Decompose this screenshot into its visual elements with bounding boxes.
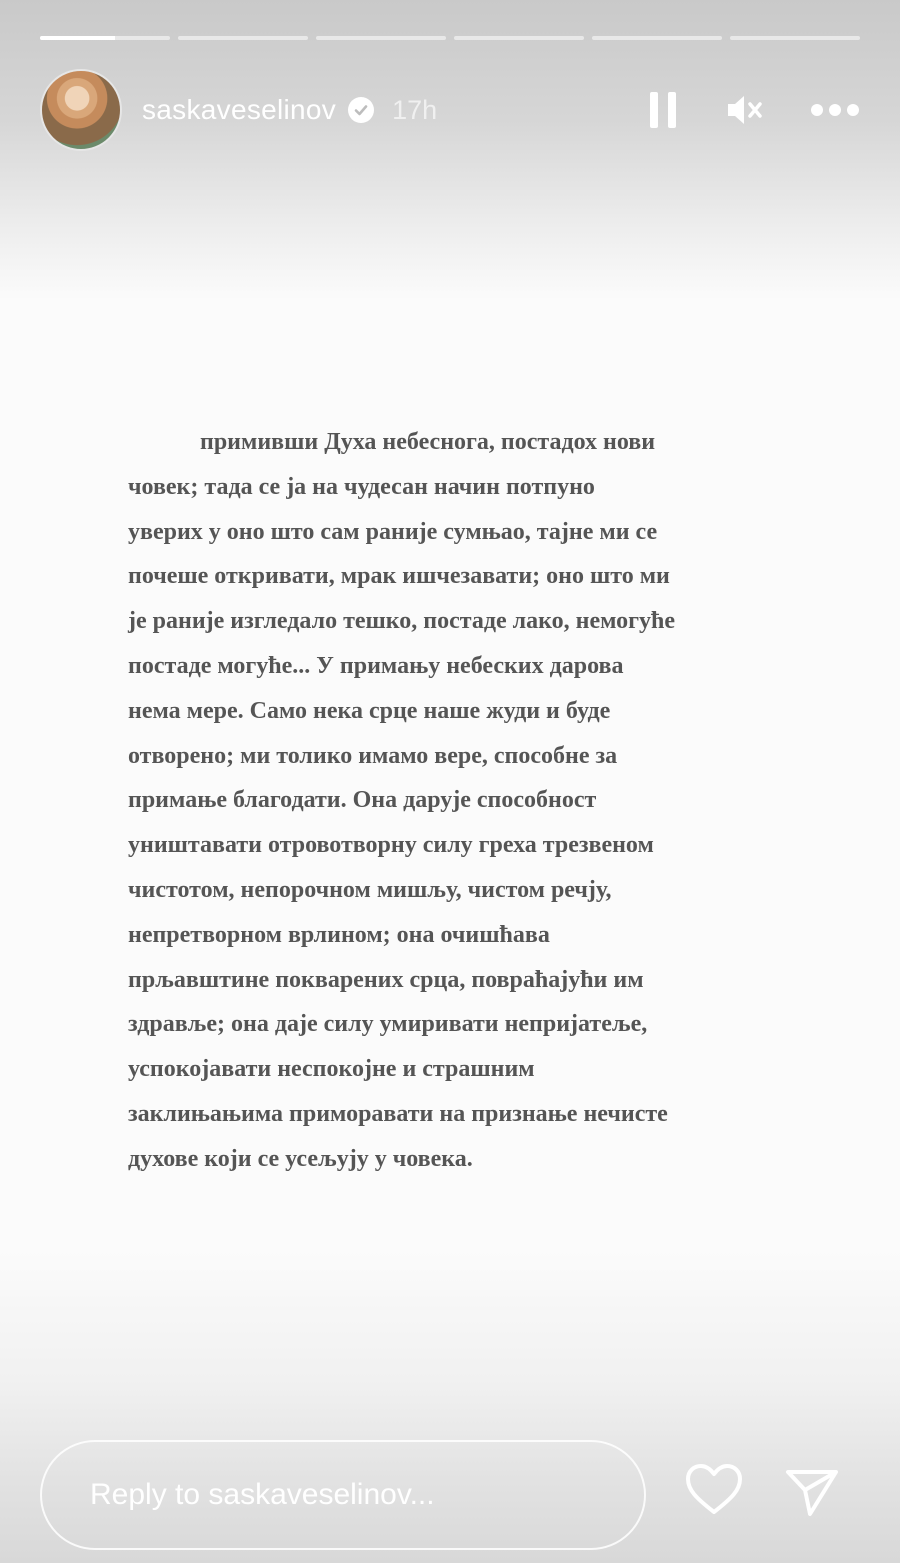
text-line: духове који се усељују у човека. xyxy=(128,1145,473,1172)
text-line: човек; тада се ја на чудесан начин потпуно xyxy=(128,473,595,500)
text-line: уверих у оно што сам раније сумњао, тајне ми се xyxy=(128,518,658,545)
text-line: успокојавати неспокојне и страшним xyxy=(128,1056,535,1083)
text-line: уништавати отровотворну силу греха трезвеном xyxy=(128,832,654,859)
username-label[interactable]: saskaveselinov xyxy=(142,94,337,125)
muted-speaker-icon[interactable] xyxy=(724,90,764,130)
pause-icon[interactable] xyxy=(648,90,678,130)
text-line: почеше откривати, мрак ишчезавати; оно што ми xyxy=(128,563,670,590)
heart-icon[interactable] xyxy=(684,1462,744,1523)
reply-placeholder: Reply to saskaveselinov... xyxy=(90,1478,435,1511)
progress-segment xyxy=(454,36,584,40)
progress-segment xyxy=(178,36,308,40)
text-line: постаде могуће... У примању небеских дарова xyxy=(128,652,624,679)
reply-input[interactable] xyxy=(40,1440,646,1550)
text-line: непретворном врлином; она очишћава xyxy=(128,921,550,948)
story-text xyxy=(128,420,778,1182)
text-line: отворено; ми толико имамо вере, способне за xyxy=(128,742,618,769)
text-line: је раније изгледало тешко, постаде лако, немогуће xyxy=(128,608,676,635)
send-icon[interactable] xyxy=(784,1466,840,1523)
story-controls xyxy=(648,90,860,130)
more-options-icon[interactable] xyxy=(810,103,860,117)
text-line: примивши Духа небеснога, постадох нови xyxy=(200,429,656,455)
text-line: здравље; она даје силу умиривати непријатеље, xyxy=(128,1011,648,1038)
progress-segment xyxy=(316,36,446,40)
story-header xyxy=(40,70,860,150)
post-time: 17h xyxy=(392,94,438,125)
progress-fill xyxy=(40,36,115,40)
text-line: заклињањима приморавати на признање нечисте xyxy=(128,1100,668,1127)
text-line: примање благодати. Она дарује способност xyxy=(128,787,597,814)
progress-segment xyxy=(40,36,170,40)
progress-segment xyxy=(592,36,722,40)
text-line: прљавштине покварених срца, повраћајући им xyxy=(128,966,644,993)
verified-badge-icon xyxy=(348,97,374,123)
progress-segment xyxy=(730,36,860,40)
text-line: чистотом, непорочном мишљу, чистом речју, xyxy=(128,876,612,903)
story-progress-bar xyxy=(40,36,860,42)
text-line: нема мере. Само нека срце наше жуди и буде xyxy=(128,697,611,724)
profile-avatar[interactable] xyxy=(40,69,122,151)
